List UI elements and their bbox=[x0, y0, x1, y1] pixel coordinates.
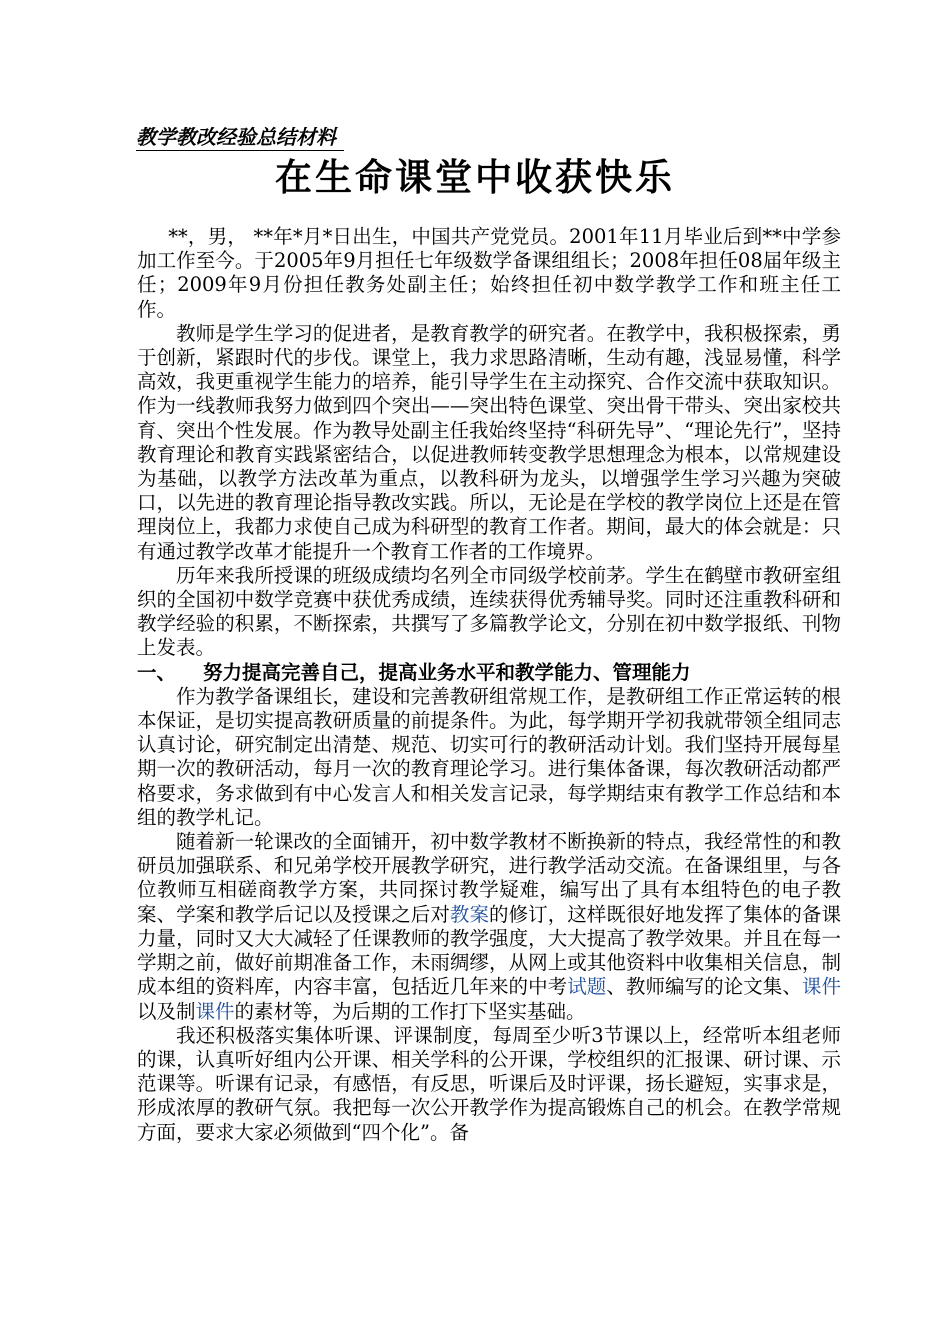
section-number: 一、 bbox=[137, 660, 177, 684]
text-run: 随着新一轮课改的全面铺开，初中数学教材不断换新的特点，我经常性的和教研员加强联系、和兄弟学校开展教学研究，进行教学活动交流。在备课组里，与各位教师互相磋商教学方案，共同探讨教学疑难，编写出了具有本组特色的电子教案、学案和教学后记以及授课之后对 bbox=[137, 830, 841, 926]
paragraph-intro: **，男， **年*月*日出生，中国共产党党员。2001年11月毕业后到**中学参加工作至今。于2005年9月担任七年级数学备课组组长；2008年担任08届年级主任；2009年9月份担任教务处副主任；始终担任初中数学教学工作和班主任工作。 bbox=[137, 225, 841, 321]
link-kejian[interactable]: 课件 bbox=[801, 975, 841, 999]
document-title: 在生命课堂中收获快乐 bbox=[275, 156, 675, 199]
link-shiti[interactable]: 试题 bbox=[567, 975, 607, 999]
section-heading bbox=[137, 661, 841, 685]
paragraph-achievements: 历年来我所授课的班级成绩均名列全市同级学校前茅。学生在鹤壁市教研室组织的全国初中数学竞赛中获优秀成绩，连续获得优秀辅导奖。同时还注重教科研和教学经验的积累，不断探索，共撰写了多篇教学论文，分别在初中数学报纸、刊物上发表。 bbox=[137, 563, 841, 660]
section-heading-text: 努力提高完善自己，提高业务水平和教学能力、管理能力 bbox=[203, 660, 691, 684]
paragraph-section1-2 bbox=[137, 830, 841, 1024]
text-run: 、教师编写的论文集、 bbox=[606, 975, 802, 999]
paragraph-teaching: 教师是学生学习的促进者，是教育教学的研究者。在教学中，我积极探索，勇于创新，紧跟时代的步伐。课堂上，我力求思路清晰，生动有趣，浅显易懂，科学高效，我更重视学生能力的培养，能引导学生在主动探究、合作交流中获取知识。作为一线教师我努力做到四个突出——突出特色课堂、突出骨干带头、突出家校共育、突出个性发展。作为教导处副主任我始终坚持“科研先导”、“理论先行”，坚持教育理论和教育实践紧密结合，以促进教师转变教学思想理念为根本，以常规建设为基础，以教学方法改革为重点，以教科研为龙头，以增强学生学习兴趣为突破口，以先进的教育理论指导教改实践。所以，无论是在学校的教学岗位上还是在管理岗位上，我都力求使自己成为科研型的教育工作者。期间，最大的体会就是：只有通过教学改革才能提升一个教育工作者的工作境界。 bbox=[137, 321, 841, 563]
text-run: 的修订，这样既很好地发挥了集体的备课力量，同时又大大减轻了任课教师的教学强度，大大提高了教学效果。并且在每一学期之前，做好前期准备工作，未雨绸缪，从网上或其他资料中收集相关信息，制成本组的资料库，内容丰富，包括近几年来的中考 bbox=[137, 902, 841, 999]
paragraph-section1-3: 我还积极落实集体听课、评课制度，每周至少听3节课以上，经常听本组老师的课，认真听好组内公开课、相关学科的公开课，学校组织的汇报课、研讨课、示范课等。听课有记录，有感悟，有反思，听课后及时评课，扬长避短，实事求是，形成浓厚的教研气氛。我把每一次公开教学作为提高锻炼自己的机会。在教学常规方面，要求大家必须做到“四个化”。备 bbox=[137, 1023, 841, 1144]
document-body bbox=[137, 225, 841, 1145]
link-jiaoan[interactable]: 教案 bbox=[449, 902, 490, 926]
link-kejian-2[interactable]: 课件 bbox=[195, 999, 235, 1023]
text-run: 的素材等，为后期的工作打下坚实基础。 bbox=[234, 999, 586, 1023]
text-run: 以及制 bbox=[137, 999, 196, 1023]
paragraph-section1-1: 作为教学备课组长，建设和完善教研组常规工作，是教研组工作正常运转的根本保证，是切实提高教研质量的前提条件。为此，每学期开学初我就带领全组同志认真讨论，研究制定出清楚、规范、切实可行的教研活动计划。我们坚持开展每星期一次的教研活动，每月一次的教育理论学习。进行集体备课，每次教研活动都严格要求，务求做到有中心发言人和相关发言记录，每学期结束有教学工作总结和本组的教学札记。 bbox=[137, 684, 841, 829]
document-header: 教学教改经验总结材料 bbox=[136, 124, 344, 151]
